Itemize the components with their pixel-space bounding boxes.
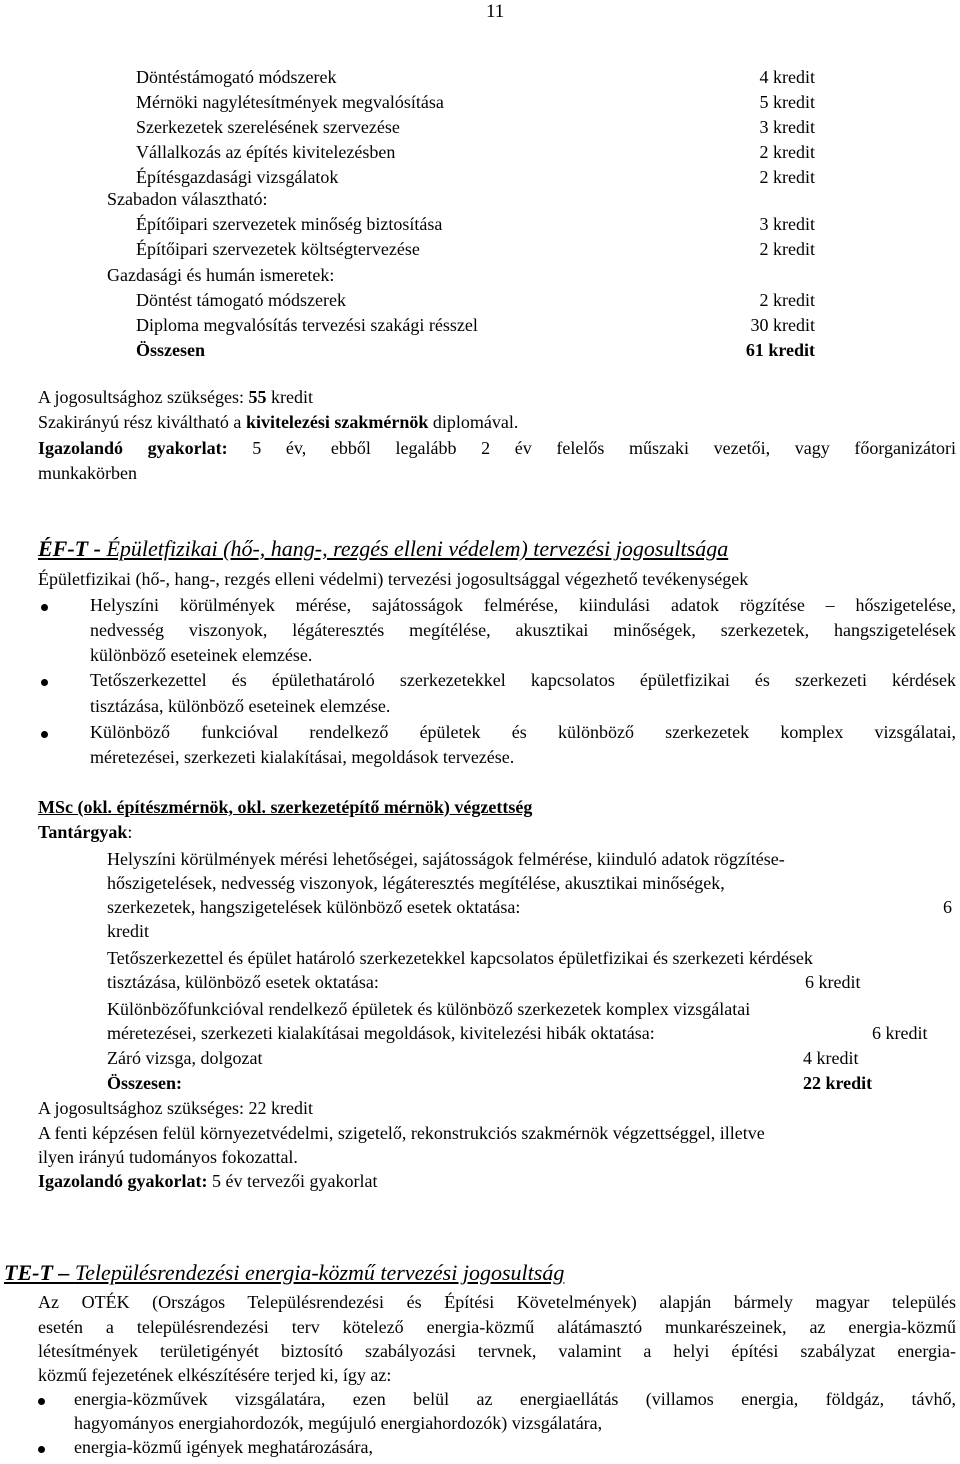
requirement-line: [38, 388, 313, 406]
total-label: Összesen: [136, 340, 205, 360]
specialization-bold: kivitelezési szakmérnök: [245, 412, 429, 432]
list-item-credit: 2 kredit: [759, 290, 815, 310]
bullet-icon: [38, 1398, 45, 1405]
bullet-line: energia-közművek vizsgálatára, ezen belül az energiaellátás (villamos energia, földgáz, távhő,: [74, 1389, 956, 1409]
subject-line: Helyszíni körülmények mérési lehetőségei, sajátosságok felmérése, kiinduló adatok rögzítése-: [107, 849, 785, 869]
practice-text: 5 év, ebből legalább 2 év felelős műszaki vezetői, vagy főorganizátori: [252, 438, 956, 458]
section-ef-intro: Épületfizikai (hő-, hang-, rezgés elleni védelmi) tervezési jogosultsággal végezhető tevékenységek: [38, 569, 749, 589]
section-ef-heading: [38, 538, 728, 560]
subject-credit: 4 kredit: [803, 1048, 859, 1068]
list-item-credit: 2 kredit: [759, 142, 815, 162]
bullet-line: hagyományos energiahordozók, megújuló energiahordozók) vizsgálatára,: [74, 1413, 603, 1433]
msc-total-credit: 22 kredit: [803, 1073, 873, 1093]
bullet-icon: [41, 604, 48, 611]
page-number: 11: [486, 1, 505, 22]
bullet-icon: [38, 1446, 45, 1453]
bullet-line: Különböző funkcióval rendelkező épületek és különböző szerkezetek komplex vizsgálatai,: [90, 722, 956, 742]
list-group-label: Szabadon választható:: [107, 189, 268, 209]
list-item-credit: 5 kredit: [759, 92, 815, 112]
subject-line: Tetőszerkezettel és épület határoló szerkezetekkel kapcsolatos épületfizikai és szerkezeti kérdések: [107, 948, 813, 968]
bullet-line: energia-közmű igények meghatározására,: [74, 1437, 374, 1457]
list-item-label: Vállalkozás az építés kivitelezésben: [136, 142, 396, 162]
subject-credit-number: 6: [943, 897, 952, 917]
subject-line: Záró vizsga, dolgozat: [107, 1048, 263, 1068]
subject-line: tisztázása, különböző esetek oktatása:: [107, 972, 379, 992]
msc-extra-line: A fenti képzésen felül környezetvédelmi, szigetelő, rekonstrukciós szakmérnök végzettséggel, illetve: [38, 1123, 765, 1143]
subject-credit: 6 kredit: [872, 1023, 928, 1043]
section-te-paragraph-line: létesítmények területigényét biztosító szabályozási tervnek, valamint a helyi építési szabályzat energia-: [38, 1341, 956, 1361]
list-item-credit: 2 kredit: [759, 167, 815, 187]
subject-line: Különbözőfunkcióval rendelkező épületek és különböző szerkezetek komplex vizsgálatai: [107, 999, 751, 1019]
msc-practice-line: [38, 1172, 377, 1190]
section-ef-code: ÉF-T -: [38, 536, 107, 561]
requirement-value: 55: [248, 387, 267, 407]
subjects-label: Tantárgyak: [38, 822, 128, 842]
subject-credit: 6 kredit: [805, 972, 861, 992]
list-group-label: Gazdasági és humán ismeretek:: [107, 265, 335, 285]
list-item-label: Építésgazdasági vizsgálatok: [136, 167, 339, 187]
list-item-label: Szerkezetek szerelésének szervezése: [136, 117, 400, 137]
specialization-line: [38, 413, 518, 431]
list-item-label: Építőipari szervezetek költségtervezése: [136, 239, 420, 259]
list-item-credit: 3 kredit: [759, 214, 815, 234]
subjects-label-line: [38, 823, 132, 841]
bullet-line: tisztázása, különböző eseteinek elemzése.: [90, 696, 391, 716]
section-te-title: Településrendezési energia-közmű tervezési jogosultság: [74, 1260, 565, 1285]
requirement-suffix: kredit: [266, 387, 313, 407]
list-item-label: Döntést támogató módszerek: [136, 290, 346, 310]
list-item-label: Diploma megvalósítás tervezési szakági résszel: [136, 315, 478, 335]
subject-line: hőszigetelések, nedvesség viszonyok, légáteresztés megítélése, akusztikai minőségek,: [107, 873, 725, 893]
section-te-code: TE-T –: [4, 1260, 75, 1285]
section-te-heading: [4, 1262, 564, 1284]
bullet-line: nedvesség viszonyok, légáteresztés megítélése, akusztikai minőségek, szerkezetek, hangszigetelések: [90, 620, 956, 640]
msc-requirement: A jogosultsághoz szükséges: 22 kredit: [38, 1098, 313, 1118]
list-item-label: Mérnöki nagylétesítmények megvalósítása: [136, 92, 444, 112]
bullet-icon: [41, 679, 48, 686]
section-te-paragraph-line: közmű fejezetének elkészítésére terjed ki, így az:: [38, 1365, 392, 1385]
total-credit: 61 kredit: [745, 340, 815, 360]
list-item-credit: 2 kredit: [759, 239, 815, 259]
subject-line: szerkezetek, hangszigetelések különböző esetek oktatása:: [107, 897, 521, 917]
msc-extra-line: ilyen irányú tudományos fokozattal.: [38, 1147, 298, 1167]
msc-practice-text: 5 év tervezői gyakorlat: [207, 1171, 378, 1191]
list-item-label: Építőipari szervezetek minőség biztosítása: [136, 214, 443, 234]
section-te-paragraph-line: Az OTÉK (Országos Településrendezési és Építési Követelmények) alapján bármely magyar település: [38, 1292, 956, 1312]
bullet-line: Helyszíni körülmények mérése, sajátosságok felmérése, kiindulási adatok rögzítése – hőszigetelése,: [90, 595, 956, 615]
section-te-paragraph-line: esetén a településrendezési terv kötelező energia-közmű alátámasztó munkarészeinek, az energia-közmű: [38, 1317, 956, 1337]
practice-label: Igazolandó gyakorlat:: [38, 438, 228, 458]
subject-line: méretezései, szerkezeti kialakításai megoldások, kivitelezési hibák oktatása:: [107, 1023, 655, 1043]
subject-credit-unit: kredit: [107, 921, 149, 941]
bullet-line: méretezései, szerkezeti kialakításai, megoldások tervezése.: [90, 747, 515, 767]
bullet-line: különböző eseteinek elemzése.: [90, 645, 313, 665]
practice-line-2: munkakörben: [38, 463, 137, 483]
bullet-icon: [41, 731, 48, 738]
msc-practice-label: Igazolandó gyakorlat:: [38, 1171, 208, 1191]
requirement-prefix: A jogosultsághoz szükséges:: [38, 387, 249, 407]
list-item-credit: 3 kredit: [759, 117, 815, 137]
list-item-credit: 30 kredit: [750, 315, 815, 335]
subjects-colon: :: [127, 822, 133, 842]
list-item-credit: 4 kredit: [759, 67, 815, 87]
specialization-suffix: diplomával.: [428, 412, 519, 432]
practice-line: [38, 439, 956, 457]
msc-heading: MSc (okl. építészmérnök, okl. szerkezetépítő mérnök) végzettség: [38, 797, 533, 817]
msc-total-label: Összesen:: [107, 1073, 182, 1093]
section-ef-title: Épületfizikai (hő-, hang-, rezgés elleni védelem) tervezési jogosultsága: [106, 536, 729, 561]
list-item-label: Döntéstámogató módszerek: [136, 67, 337, 87]
specialization-prefix: Szakirányú rész kiváltható a: [38, 412, 246, 432]
bullet-line: Tetőszerkezettel és épülethatároló szerkezetekkel kapcsolatos épületfizikai és szerkezeti kérdések: [90, 670, 956, 690]
